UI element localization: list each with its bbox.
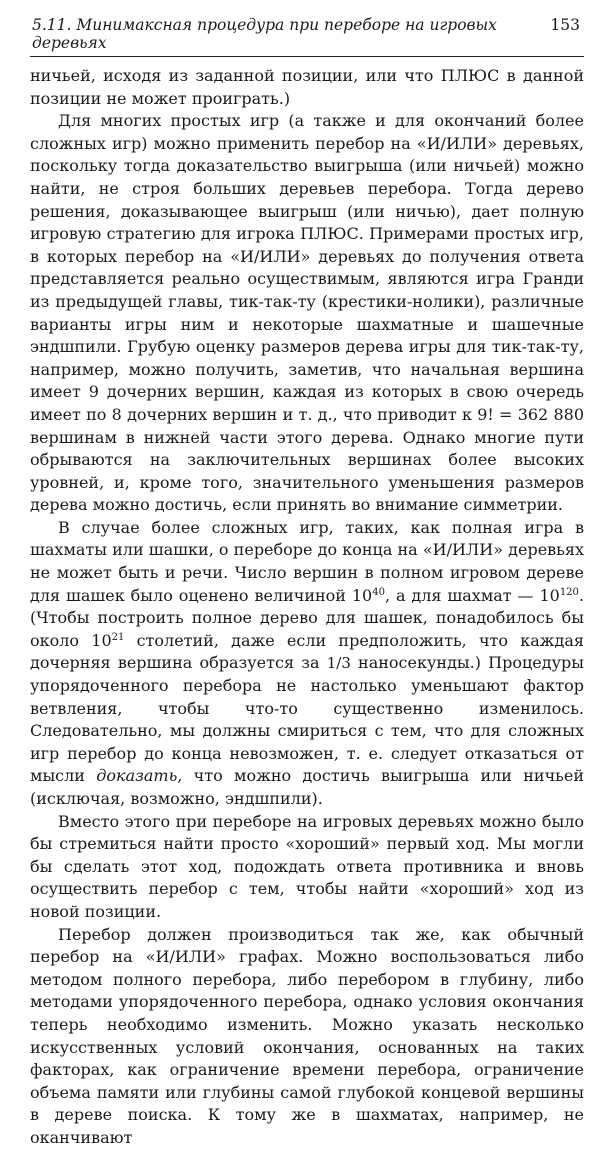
body-text — [30, 65, 584, 1150]
p3-text-a: В случае более сложных игр, таких, как полная игра в шахматы или шашки, о переборе до конца на «И/ИЛИ» деревьях не может быть и речи. Число вершин в полном игровом дереве для шашек было оценено величиной 10 — [30, 517, 584, 605]
paragraph-3 — [30, 517, 584, 811]
page-number: 153 — [550, 16, 580, 34]
running-head — [30, 16, 584, 57]
p3-exponent-1: 40 — [372, 586, 385, 598]
p3-text-d: столетий, даже если предположить, что каждая дочерняя вершина образуется за — [30, 630, 584, 673]
p3-text-b: , а для шахмат — 10 — [384, 585, 560, 605]
p3-text-e: наносекунды.) Процедуры упорядоченного перебора не настолько уменьшают фактор ветвления, чтобы что-то существенно изменилось. Следовательно, мы должны смириться с тем, что для сложных игр перебор до конца невозможен, т. е. следует отказаться от мысли — [30, 653, 585, 786]
paragraph-4: Вместо этого при переборе на игровых деревьях можно было бы стремиться найти просто «хороший» первый ход. Мы могли бы сделать этот ход, подождать ответа противника и вновь осуществить перебор с тем, чтобы найти «хороший» ход из новой позиции. — [30, 811, 584, 921]
p3-emphasis: доказать — [96, 766, 178, 786]
paragraph-2: Для многих простых игр (а также и для окончаний более сложных игр) можно применить перебор на «И/ИЛИ» деревьях, поскольку тогда доказательство выигрыша (или ничьей) можно найти, не строя больших деревьев перебора. Тогда дерево решения, доказывающее выигрыш (или ничью), дает полную игровую стратегию для игрока ПЛЮС. Примерами простых игр, в которых перебор на «И/ИЛИ» деревьях до получения ответа представляется реально осуществимым, являются игра Гранди из предыдущей главы, тик-так-ту (крестики-нолики), различные варианты игры ним и некоторые шахматные и шашечные эндшпили. Грубую оценку размеров дерева игры для тик-так-ту, например, можно получить, заметив, что начальная вершина имеет 9 дочерних вершин, каждая из которых в свою очередь имеет по 8 дочерних вершин и т. д., что приводит к 9! = 362 880 вершинам в нижней части этого дерева. Однако многие пути обрываются на заключительных вершинах более высоких уровней, и, кроме того, значительного уменьшения размеров дерева можно достичь, если принять во внимание симметрии. — [30, 111, 584, 515]
paragraph-1: ничьей, исходя из заданной позиции, или что ПЛЮС в данной позиции не может проиграть.) — [30, 66, 584, 108]
p3-fraction: 1/3 — [326, 654, 351, 673]
paragraph-5: Перебор должен производиться так же, как обычный перебор на «И/ИЛИ» графах. Можно воспользоваться либо методом полного перебора, либо перебором в глубину, либо методами упорядоченного перебора, однако условия окончания теперь необходимо изменить. Можно указать несколько искусственных условий окончания, основанных на таких факторах, как ограничение времени перебора, ограничение объема памяти или глубины самой глубокой концевой вершины в дереве поиска. К тому же в шахматах, например, не оканчивают — [30, 924, 584, 1147]
p3-exponent-3: 21 — [111, 631, 125, 643]
p3-exponent-2: 120 — [559, 586, 579, 598]
p3-text-c: . (Чтобы построить полное дерево для шашек, понадобилось бы около 10 — [30, 585, 584, 650]
p3-text-f: , что можно достичь выигрыша или ничьей (исключая, возможно, эндшпили). — [30, 766, 584, 808]
section-title: 5.11. Минимаксная процедура при переборе на игровых деревьях — [32, 16, 497, 52]
